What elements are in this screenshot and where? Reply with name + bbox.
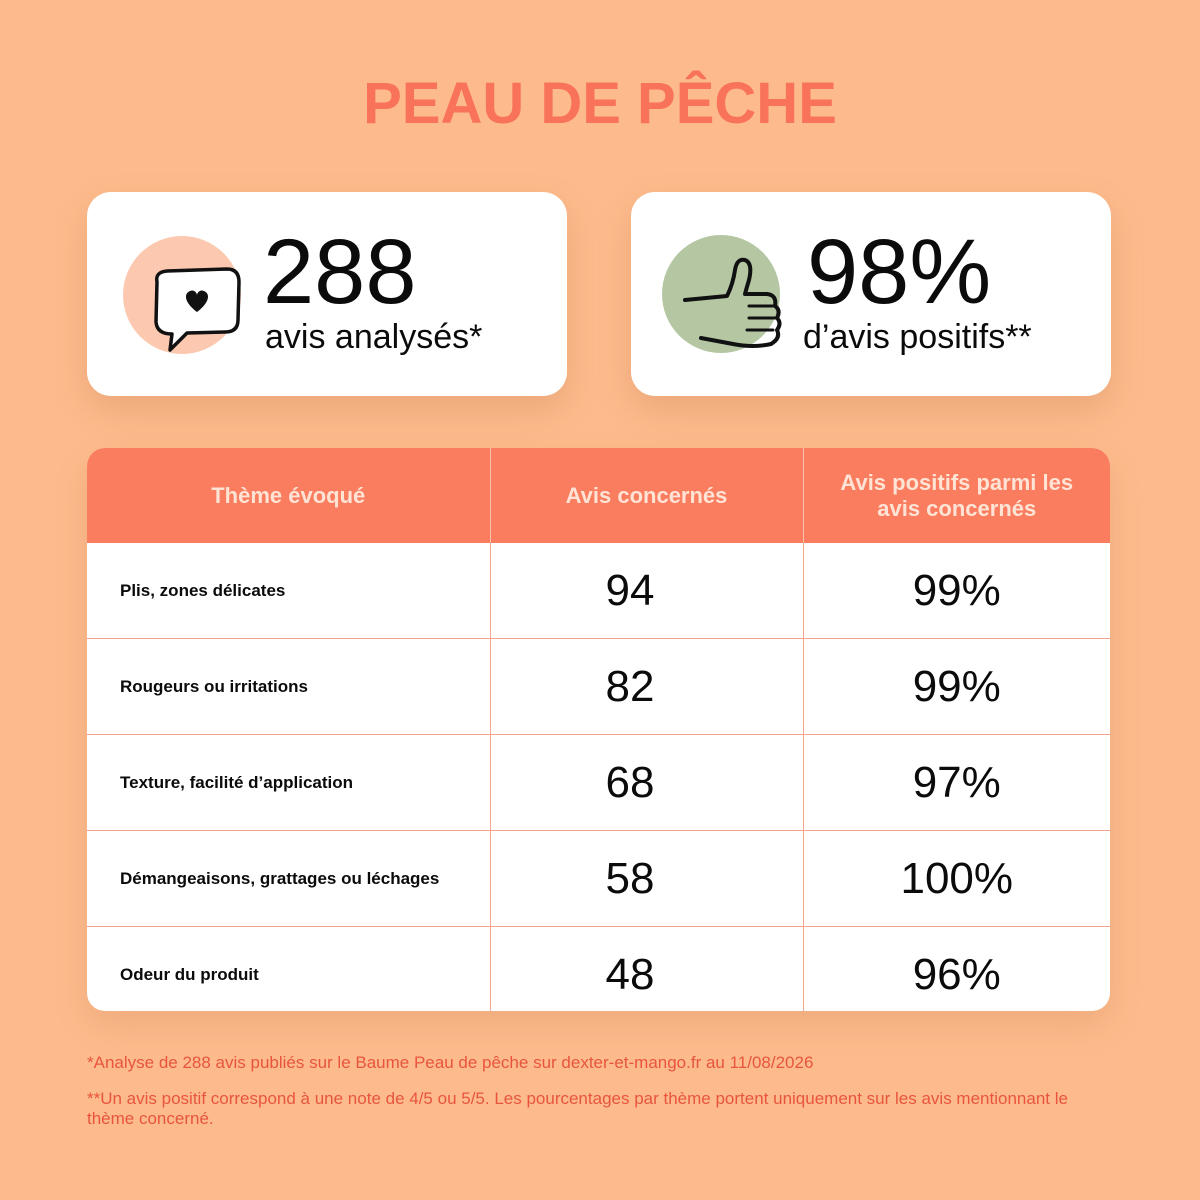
table-header-row xyxy=(87,448,1110,543)
row-theme: Démangeaisons, grattages ou léchages xyxy=(87,831,490,927)
row-positive: 100% xyxy=(803,831,1110,927)
header-theme: Thème évoqué xyxy=(87,448,490,543)
row-count: 58 xyxy=(490,831,803,927)
table-row xyxy=(87,639,1110,735)
row-theme: Texture, facilité d’application xyxy=(87,735,490,831)
reviews-count-value: 288 xyxy=(263,221,417,323)
row-theme: Plis, zones délicates xyxy=(87,543,490,639)
reviews-count-card xyxy=(87,192,567,396)
thumbs-up-icon xyxy=(683,248,793,358)
positive-reviews-value: 98% xyxy=(807,221,992,323)
footnote-positive-definition: **Un avis positif correspond à une note de 4/5 ou 5/5. Les pourcentages par thème portent uniquement sur les avis mentionnant le thème concerné. xyxy=(87,1089,1068,1128)
row-positive: 99% xyxy=(803,639,1110,735)
row-theme: Odeur du produit xyxy=(87,927,490,1012)
positive-reviews-card xyxy=(631,192,1111,396)
page-title: PEAU DE PÊCHE xyxy=(363,71,837,136)
positive-reviews-label: d’avis positifs** xyxy=(803,318,1032,356)
row-count: 94 xyxy=(490,543,803,639)
row-count: 68 xyxy=(490,735,803,831)
table-row xyxy=(87,831,1110,927)
table-row xyxy=(87,927,1110,1012)
header-count: Avis concernés xyxy=(490,448,803,543)
footnote-analysis: *Analyse de 288 avis publiés sur le Baume Peau de pêche sur dexter-et-mango.fr au 11/08/2026 xyxy=(87,1053,814,1072)
table-row xyxy=(87,543,1110,639)
row-count: 82 xyxy=(490,639,803,735)
row-positive: 99% xyxy=(912,565,1001,615)
row-positive: 96% xyxy=(803,927,1110,1012)
heart-speech-bubble-icon xyxy=(147,262,247,362)
table-row xyxy=(87,735,1110,831)
row-count: 48 xyxy=(490,927,803,1012)
header-positive: Avis positifs parmi les avis concernés xyxy=(803,448,1110,543)
reviews-count-label: avis analysés* xyxy=(265,318,483,356)
row-theme: Rougeurs ou irritations xyxy=(87,639,490,735)
row-positive: 97% xyxy=(803,735,1110,831)
themes-table xyxy=(87,448,1110,1011)
